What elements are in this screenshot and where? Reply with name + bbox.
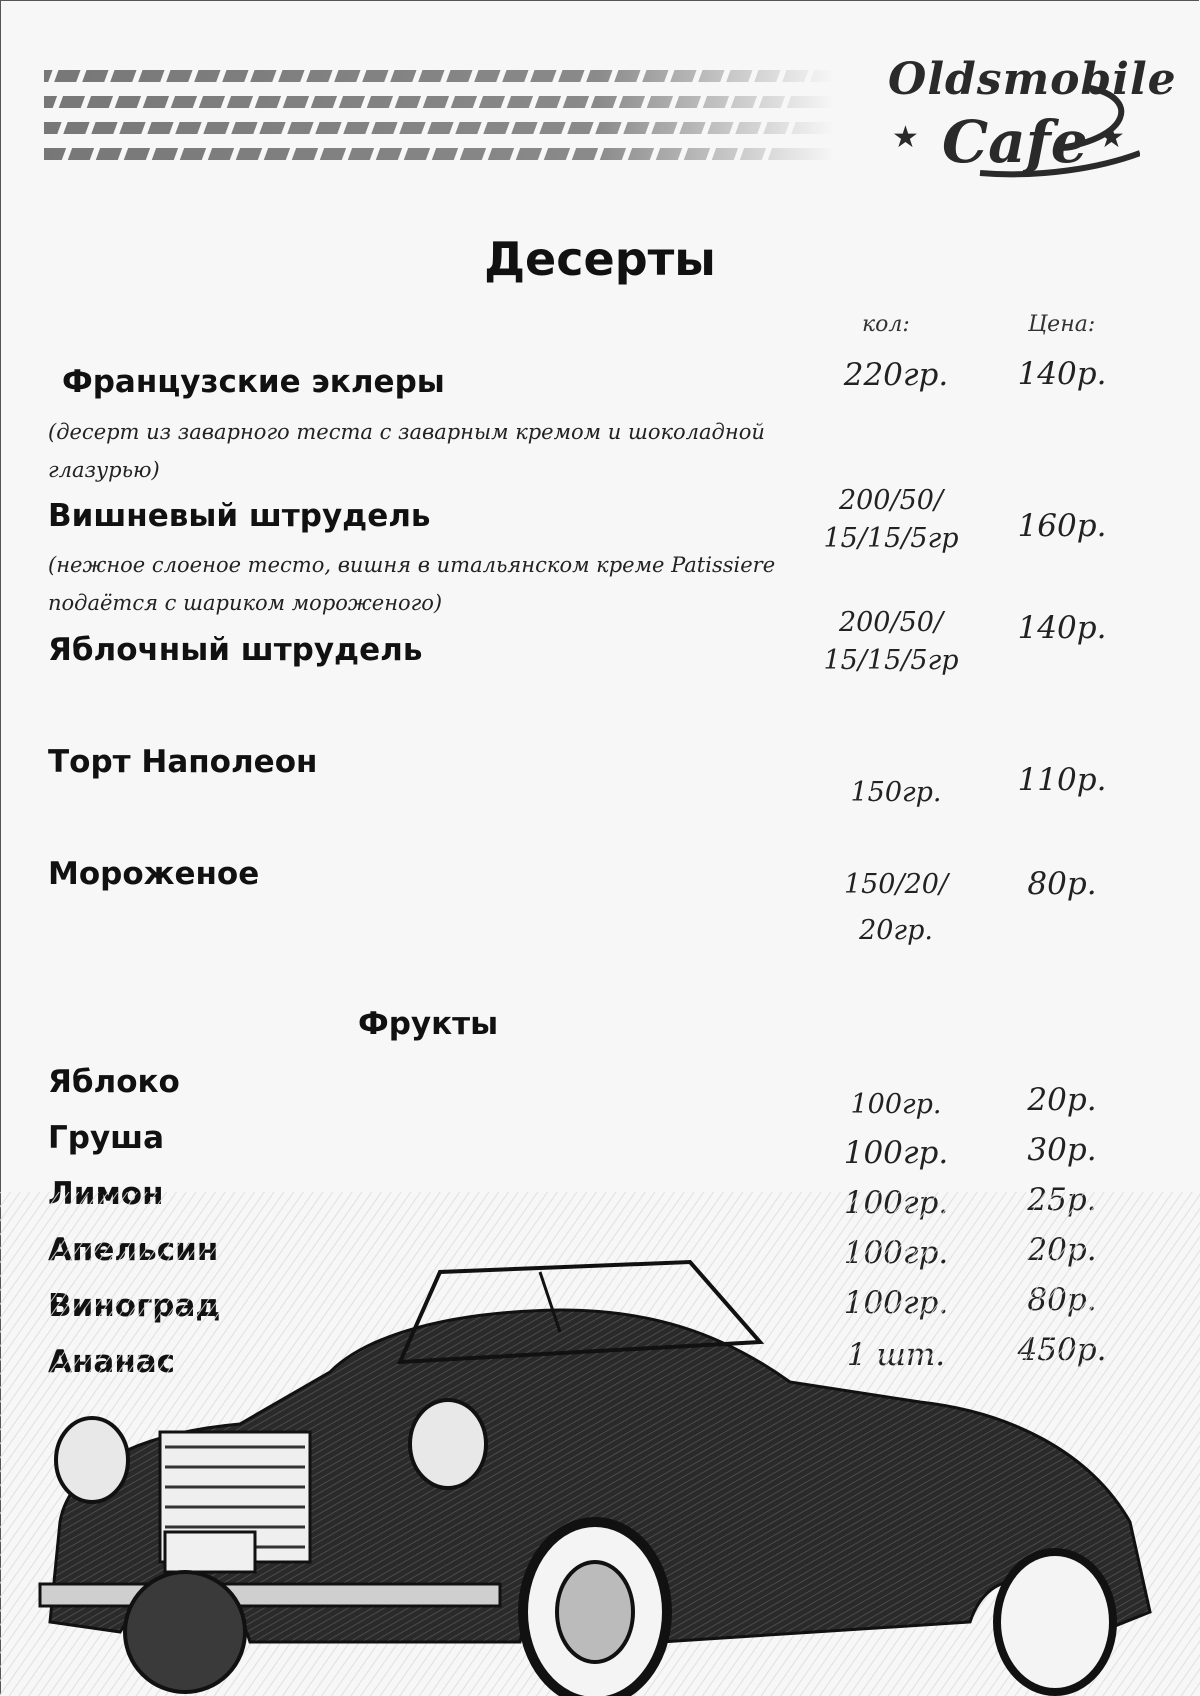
star-icon: ★ — [1098, 120, 1125, 155]
dessert-qty: 200/50/ 15/15/5гр — [823, 607, 959, 676]
dessert-price: 160р. — [1017, 508, 1107, 544]
fruit-price: 20р. — [1027, 1082, 1097, 1118]
dessert-description: (десерт из заварного теста с заварным кремом и шоколадной глазурью) — [48, 420, 765, 482]
dessert-qty: 220гр. — [843, 357, 949, 393]
dessert-name: Мороженое — [48, 856, 260, 892]
dessert-price: 140р. — [1017, 356, 1107, 392]
tire-track-graphic — [44, 66, 834, 176]
dessert-qty: 150гр. — [850, 777, 942, 808]
dessert-price: 110р. — [1017, 762, 1107, 798]
dessert-name: Яблочный штрудель — [48, 632, 423, 668]
page-title: Десерты — [484, 232, 716, 286]
dessert-qty: 200/50/ 15/15/5гр — [823, 485, 959, 554]
dessert-name: Торт Наполеон — [48, 744, 318, 780]
dessert-description: (нежное слоеное тесто, вишня в итальянском креме Patissiere подаётся с шариком мороженого) — [48, 553, 776, 615]
price-column-header: Цена: — [1028, 312, 1096, 337]
fruit-name: Груша — [48, 1120, 164, 1156]
fruits-section-title: Фрукты — [358, 1006, 499, 1042]
star-icon: ★ — [892, 120, 919, 155]
fruit-qty: 100гр. — [843, 1135, 949, 1171]
fruit-price: 30р. — [1027, 1132, 1097, 1168]
fruit-name: Яблоко — [48, 1064, 180, 1100]
dessert-price: 140р. — [1017, 610, 1107, 646]
dessert-name: Вишневый штрудель — [48, 498, 431, 534]
dessert-qty: 150/20/ 20гр. — [843, 869, 949, 946]
dessert-name: Французские эклеры — [62, 364, 445, 400]
fruit-qty: 100гр. — [850, 1089, 942, 1120]
logo-line2: Cafe — [942, 108, 1088, 176]
logo — [880, 48, 1177, 188]
qty-column-header: кол: — [862, 312, 910, 337]
dessert-price: 80р. — [1027, 866, 1097, 902]
logo-line1: Oldsmobile — [888, 54, 1177, 105]
vintage-car-illustration — [0, 1192, 1200, 1696]
